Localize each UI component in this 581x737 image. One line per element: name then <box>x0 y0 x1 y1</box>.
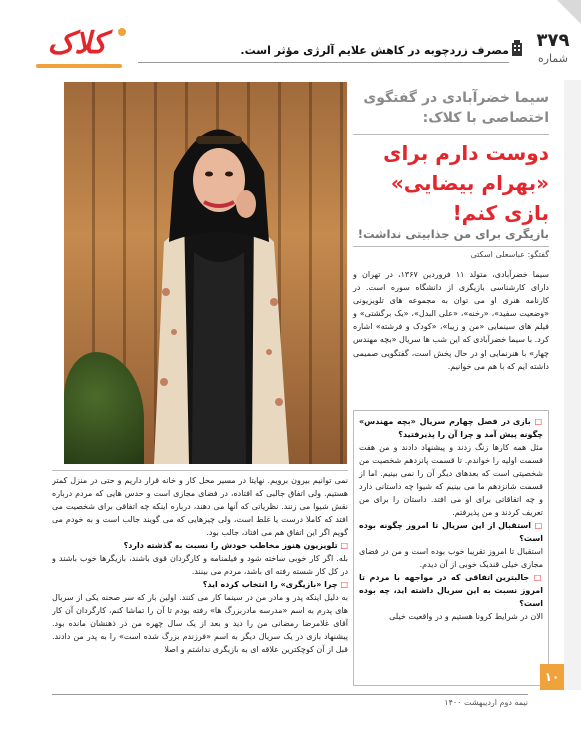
page-header <box>0 0 581 78</box>
question-2: □ استقبال از این سریال تا امروز چگونه بوده است؟ <box>359 519 543 545</box>
issue-label: شماره <box>537 52 568 65</box>
issue-box <box>525 30 581 80</box>
logo-underline <box>36 64 122 68</box>
woman-figure <box>134 92 304 464</box>
corner-decoration <box>557 0 581 24</box>
article-kicker: سیما خضرآبادی در گفتگوی اختصاصی با کلاک: <box>363 90 549 126</box>
article-subtitle: بازیگری برای من جذابیتی نداشت! <box>357 227 549 241</box>
answer-2: استقبال تا امروز تقریبا خوب بوده است و من در فضای مجازی خیلی قندیک خوبی از آن دیدم. <box>359 547 543 569</box>
header-headline: مصرف زردچوبه در کاهش علایم آلرژی مؤثر است. <box>240 44 509 57</box>
logo-text: کلاک <box>47 26 107 61</box>
footer-date: نیمه دوم اردیبهشت ۱۴۰۰ <box>444 698 528 707</box>
answer-4: بله. اگر کار خوبی ساخته شود و فیلمنامه و کارگردان قوی باشند، بازیگرها خوب باشند و در کل کار شسته رفته ای باشد، مردم می بینند. <box>52 554 348 576</box>
answer-1: مثل همه کارها زنگ زدند و پیشنهاد دادند و من هفت قسمت اولیه را خواندم. تا قسمت پانزدهم شخصیت من شخصیتی است که بعدهای دیگر آن را نمی بینیم. اما از قسمت شانزدهم ما می بینیم که شیوا چه داستانی دارد و چه اتفاقاتی برای او می افتد. داستان را برای من تعریف کردند و من پذیرفتم. <box>359 443 543 517</box>
article-byline: گفتگو: عباسعلی اسکتی <box>470 250 549 259</box>
article-title: دوست دارم برای «بهرام بیضایی» بازی کنم! <box>383 141 549 225</box>
article-intro: سیما خضرآبادی، متولد ۱۱ فروردین ۱۳۶۷، در تهران و دارای کارشناسی بازیگری از دانشگاه سوره است. در کارنامه هنری او می توان به مجموعه های تلویزیونی «وضعیت سفید»، «رخنه»، «علی البدل»، «یک برگشتی» و فیلم های سینمایی «من و زیبا»، «کودک و فرشته» اشاره کرد. با سیما خضرآبادی که این شب ها سریال «بچه مهندس چهار» با هنرنمایی او در حال پخش است، گفتگویی صمیمی داشته ایم که با هم می خوانیم. <box>353 270 549 371</box>
magazine-logo <box>22 24 132 78</box>
page-number: ۱۰ <box>544 670 560 684</box>
kicker-divider <box>353 134 549 135</box>
subtitle-divider <box>353 246 549 247</box>
logo-dot <box>118 28 126 36</box>
answer-5: به دلیل اینکه پدر و مادر من در سینما کار می کنند. اولین بار که سر صحنه یکی از سریال های پدرم به اسم «مدرسه مادربزرگ ها» رفته بودم تا آن را تماشا کنم، کارگردان آن کار آقای غلامرضا رمضانی من را دید و بعد از یک سال چهره من در ذهنشان مانده بود. پیشنهاد بازی در یک سریال دیگر به اسم «فرزندم بزرگ شده است» را به پدر من دادند. قبل از آن کوچکترین علاقه ای به بازیگری نداشتم و اصلا <box>52 593 348 654</box>
answer-3: الان در شرایط کرونا هستیم و در واقعیت خیلی <box>389 612 543 621</box>
footer-divider <box>52 694 528 695</box>
left-column <box>52 470 348 686</box>
issue-number: ۳۷۹ <box>536 30 570 51</box>
building-icon <box>511 40 523 56</box>
question-5: □ چرا «بازیگری» را انتخاب کرده اید؟ <box>52 578 348 591</box>
question-4: □ تلویزیون هنوز مخاطب خودش را نسبت به گذشته دارد؟ <box>52 539 348 552</box>
answer-continued: نمی توانیم بیرون برویم. نهایتا در مسیر محل کار و خانه قرار داریم و حتی در منزل کمتر هستیم. ولی اتفاق جالبی که افتاده، در فضای مجازی است و حدس هایی که مردم درباره نقش شیوا می زنند. نظریاتی که آنها می دهند، درباره اینکه چه اتفاقی برای شخصیت می افتد که کاملا درست یا غلط است، ولی چیزهایی که می گویند جالب است و به خودم می گویم اگر این اتفاق هم می افتاد، جالب بود. <box>52 476 348 537</box>
question-1: □ بازی در فصل چهارم سریال «بچه مهندس» چگونه پیش آمد و چرا آن را پذیرفتید؟ <box>359 415 543 441</box>
side-margin-bar <box>564 80 581 690</box>
question-3: □ جالبترین اتفاقی که در مواجهه با مردم تا امروز نسبت به این سریال داشته اید، چه بوده است؟ <box>359 571 543 610</box>
portrait-photo <box>64 82 347 464</box>
right-column <box>353 410 549 686</box>
header-divider <box>138 62 509 63</box>
